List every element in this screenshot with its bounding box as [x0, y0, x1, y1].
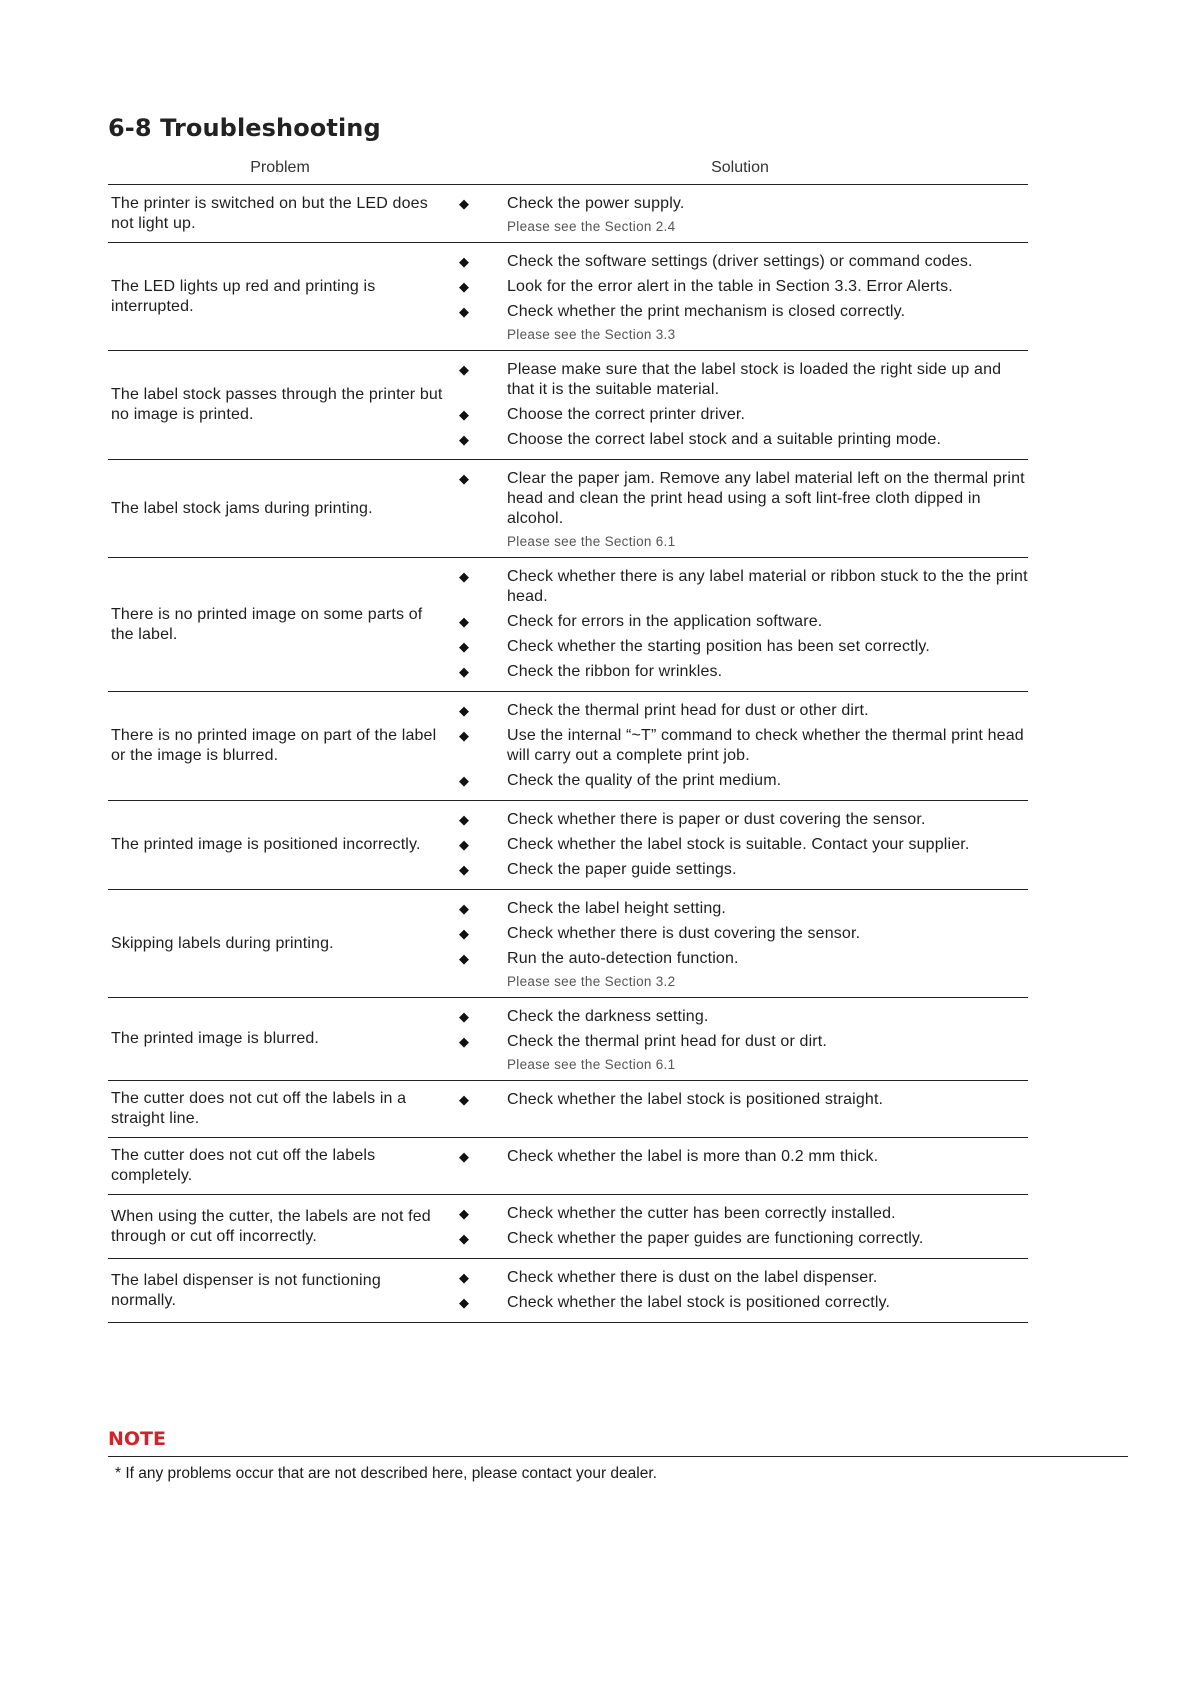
diamond-bullet-icon: ◆ — [459, 703, 469, 718]
solution-cell — [452, 801, 1028, 890]
diamond-bullet-icon: ◆ — [459, 279, 469, 294]
solution-item — [452, 610, 1028, 635]
solution-cell — [452, 1138, 1028, 1195]
diamond-bullet-icon: ◆ — [459, 664, 469, 679]
solution-header: Solution — [452, 157, 1028, 185]
solution-item — [452, 947, 1028, 972]
solution-item — [452, 1291, 1028, 1316]
problem-cell: The cutter does not cut off the labels in a straight line. — [108, 1081, 452, 1138]
table-row — [108, 1138, 1028, 1195]
solution-text: Look for the error alert in the table in Section 3.3. Error Alerts. — [507, 278, 953, 295]
problem-cell: When using the cutter, the labels are not fed through or cut off incorrectly. — [108, 1195, 452, 1259]
table-row — [108, 692, 1028, 801]
solution-cell — [452, 1195, 1028, 1259]
diamond-bullet-icon: ◆ — [459, 1270, 469, 1285]
problem-cell: There is no printed image on part of the label or the image is blurred. — [108, 692, 452, 801]
note-title: NOTE — [108, 1428, 166, 1450]
solution-text: Check the ribbon for wrinkles. — [507, 663, 723, 680]
diamond-bullet-icon: ◆ — [459, 254, 469, 269]
note-text: * If any problems occur that are not described here, please contact your dealer. — [115, 1465, 657, 1482]
table-row — [108, 185, 1028, 243]
solution-text: Check whether the label is more than 0.2 mm thick. — [507, 1148, 879, 1165]
solution-text: Run the auto-detection function. — [507, 950, 739, 967]
solution-item — [452, 300, 1028, 325]
solution-item — [452, 565, 1028, 610]
diamond-bullet-icon: ◆ — [459, 1009, 469, 1024]
solution-cell — [452, 351, 1028, 460]
solution-text: Check the software settings (driver settings) or command codes. — [507, 253, 973, 270]
solution-item — [452, 1202, 1028, 1227]
problem-cell: The printed image is positioned incorrectly. — [108, 801, 452, 890]
solution-text: Please make sure that the label stock is loaded the right side up and that it is the suitable material. — [507, 361, 1002, 398]
troubleshooting-table — [108, 157, 1028, 1323]
solution-cell — [452, 890, 1028, 998]
table-row — [108, 558, 1028, 692]
table-row — [108, 1081, 1028, 1138]
solution-text: Check the power supply. — [507, 195, 685, 212]
solution-cell — [452, 1081, 1028, 1138]
solution-text: Check the quality of the print medium. — [507, 772, 782, 789]
page-title: 6-8 Troubleshooting — [108, 114, 381, 142]
table-row — [108, 351, 1028, 460]
diamond-bullet-icon: ◆ — [459, 1092, 469, 1107]
solution-item — [452, 699, 1028, 724]
diamond-bullet-icon: ◆ — [459, 837, 469, 852]
diamond-bullet-icon: ◆ — [459, 614, 469, 629]
solution-cell — [452, 998, 1028, 1081]
solution-text: Check whether the label stock is suitable. Contact your supplier. — [507, 836, 970, 853]
solution-text: Check whether there is dust on the label dispenser. — [507, 1269, 878, 1286]
solution-text: Check whether there is paper or dust covering the sensor. — [507, 811, 926, 828]
solution-item — [452, 1088, 1028, 1113]
problem-header: Problem — [108, 157, 452, 185]
table-row — [108, 460, 1028, 558]
solution-text: Choose the correct printer driver. — [507, 406, 746, 423]
section-reference: Please see the Section 6.1 — [507, 534, 676, 549]
diamond-bullet-icon: ◆ — [459, 432, 469, 447]
diamond-bullet-icon: ◆ — [459, 1231, 469, 1246]
section-reference: Please see the Section 3.2 — [507, 974, 676, 989]
solution-item — [452, 724, 1028, 769]
solution-text: Check whether there is dust covering the sensor. — [507, 925, 861, 942]
diamond-bullet-icon: ◆ — [459, 196, 469, 211]
problem-cell: The label stock passes through the printer but no image is printed. — [108, 351, 452, 460]
diamond-bullet-icon: ◆ — [459, 639, 469, 654]
solution-text: Check whether the paper guides are functioning correctly. — [507, 1230, 924, 1247]
solution-text: Use the internal “~T” command to check whether the thermal print head will carry out a complete print job. — [507, 727, 1024, 764]
solution-item — [452, 250, 1028, 275]
diamond-bullet-icon: ◆ — [459, 1149, 469, 1164]
problem-cell: There is no printed image on some parts of the label. — [108, 558, 452, 692]
diamond-bullet-icon: ◆ — [459, 773, 469, 788]
solution-text: Check the thermal print head for dust or other dirt. — [507, 702, 869, 719]
solution-item — [452, 358, 1028, 403]
solution-text: Check whether the print mechanism is closed correctly. — [507, 303, 906, 320]
solution-text: Choose the correct label stock and a suitable printing mode. — [507, 431, 942, 448]
solution-item — [452, 635, 1028, 660]
solution-item — [452, 192, 1028, 217]
solution-text: Check whether the label stock is positioned correctly. — [507, 1294, 891, 1311]
solution-item — [452, 1227, 1028, 1252]
diamond-bullet-icon: ◆ — [459, 926, 469, 941]
table-header-row — [108, 157, 1028, 185]
solution-cell — [452, 558, 1028, 692]
table-row — [108, 1195, 1028, 1259]
diamond-bullet-icon: ◆ — [459, 1034, 469, 1049]
solution-text: Check for errors in the application software. — [507, 613, 823, 630]
solution-item — [452, 769, 1028, 794]
solution-item — [452, 833, 1028, 858]
diamond-bullet-icon: ◆ — [459, 362, 469, 377]
solution-text: Check whether the starting position has been set correctly. — [507, 638, 930, 655]
diamond-bullet-icon: ◆ — [459, 862, 469, 877]
solution-cell — [452, 243, 1028, 351]
solution-item — [452, 275, 1028, 300]
solution-item — [452, 403, 1028, 428]
solution-item — [452, 1030, 1028, 1055]
diamond-bullet-icon: ◆ — [459, 1295, 469, 1310]
solution-cell — [452, 460, 1028, 558]
note-divider — [108, 1456, 1128, 1457]
diamond-bullet-icon: ◆ — [459, 728, 469, 743]
section-reference: Please see the Section 2.4 — [507, 219, 676, 234]
solution-cell — [452, 185, 1028, 243]
section-reference: Please see the Section 3.3 — [507, 327, 676, 342]
table-row — [108, 243, 1028, 351]
solution-text: Check whether the label stock is positioned straight. — [507, 1091, 884, 1108]
solution-text: Check the label height setting. — [507, 900, 727, 917]
problem-cell: The LED lights up red and printing is interrupted. — [108, 243, 452, 351]
solution-item — [452, 428, 1028, 453]
solution-text: Check the darkness setting. — [507, 1008, 709, 1025]
solution-cell — [452, 1259, 1028, 1323]
solution-item — [452, 858, 1028, 883]
problem-cell: The label stock jams during printing. — [108, 460, 452, 558]
solution-item — [452, 897, 1028, 922]
table-row — [108, 998, 1028, 1081]
problem-cell: The label dispenser is not functioning normally. — [108, 1259, 452, 1323]
diamond-bullet-icon: ◆ — [459, 304, 469, 319]
solution-text: Check the paper guide settings. — [507, 861, 737, 878]
diamond-bullet-icon: ◆ — [459, 812, 469, 827]
solution-item — [452, 1005, 1028, 1030]
problem-cell: Skipping labels during printing. — [108, 890, 452, 998]
solution-item — [452, 467, 1028, 532]
diamond-bullet-icon: ◆ — [459, 471, 469, 486]
diamond-bullet-icon: ◆ — [459, 951, 469, 966]
solution-text: Check whether there is any label material or ribbon stuck to the the print head. — [507, 568, 1028, 605]
solution-text: Check whether the cutter has been correctly installed. — [507, 1205, 896, 1222]
solution-item — [452, 1266, 1028, 1291]
table-row — [108, 890, 1028, 998]
table-row — [108, 801, 1028, 890]
solution-cell — [452, 692, 1028, 801]
section-reference: Please see the Section 6.1 — [507, 1057, 676, 1072]
table-row — [108, 1259, 1028, 1323]
problem-cell: The printer is switched on but the LED does not light up. — [108, 185, 452, 243]
diamond-bullet-icon: ◆ — [459, 569, 469, 584]
table-body — [108, 185, 1028, 1323]
diamond-bullet-icon: ◆ — [459, 901, 469, 916]
solution-item — [452, 660, 1028, 685]
solution-text: Clear the paper jam. Remove any label material left on the thermal print head and clean the print head using a soft lint-free cloth dipped in alcohol. — [507, 470, 1025, 527]
solution-text: Check the thermal print head for dust or dirt. — [507, 1033, 827, 1050]
solution-item — [452, 1145, 1028, 1170]
solution-item — [452, 808, 1028, 833]
diamond-bullet-icon: ◆ — [459, 407, 469, 422]
solution-item — [452, 922, 1028, 947]
problem-cell: The cutter does not cut off the labels completely. — [108, 1138, 452, 1195]
problem-cell: The printed image is blurred. — [108, 998, 452, 1081]
diamond-bullet-icon: ◆ — [459, 1206, 469, 1221]
